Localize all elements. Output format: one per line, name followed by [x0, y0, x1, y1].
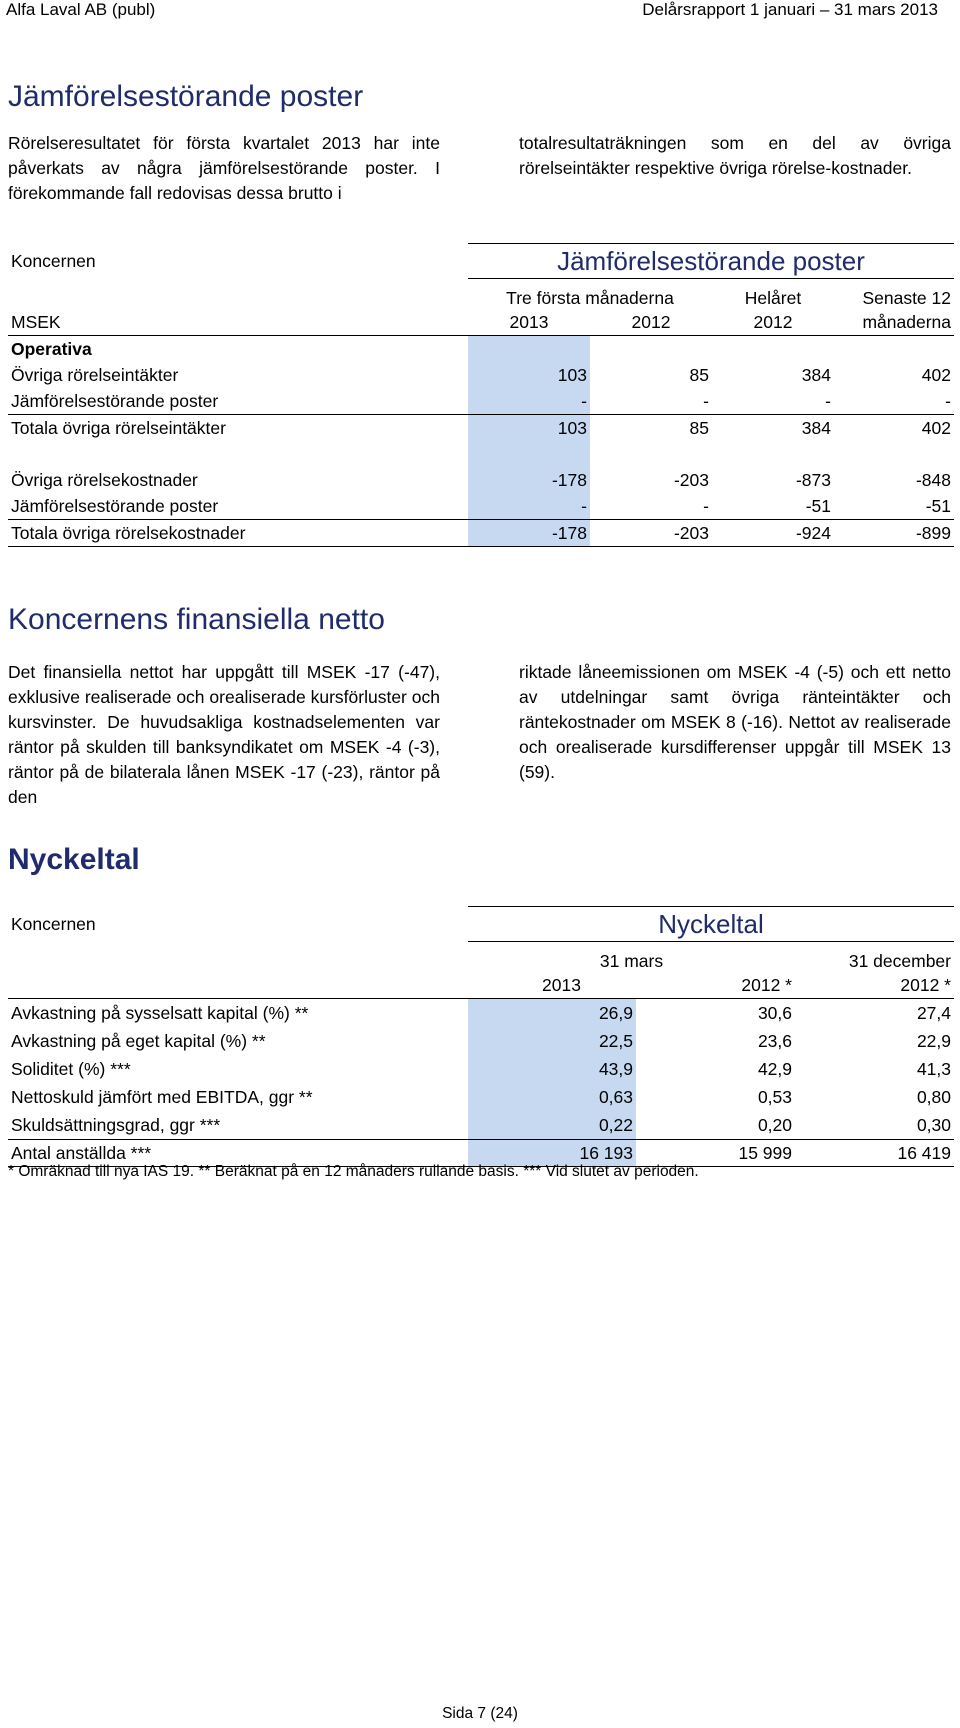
cell-value: -873	[795, 469, 831, 490]
cell-value: 384	[801, 364, 831, 385]
cell-value: -	[945, 390, 951, 411]
cell-value: 402	[921, 417, 951, 438]
cell-value: 0,53	[757, 1086, 792, 1107]
cell-value: 0,30	[916, 1114, 951, 1135]
cell-value: -848	[915, 469, 951, 490]
section-title-jamforelsestorande: Jämförelsestörande poster	[8, 80, 364, 113]
section2-paragraph-left: Det finansiella nettot har uppgått till MSEK -17 (-47), exklusive realiserade och orealiserade kursförluster och kursvinster. De huvudsakliga kostnadselementen var räntor på skulden till banksyndikatet om MSEK -4 (-3), räntor på de bilaterala lånen MSEK -17 (-23), räntor på den	[8, 662, 440, 807]
cell-value: 26,9	[468, 999, 636, 1028]
section2-column-left	[8, 660, 440, 810]
table1-year-col3: 2012	[753, 311, 793, 332]
table-row	[8, 415, 954, 442]
cell-value: -178	[468, 520, 590, 547]
cell-value: -899	[915, 522, 951, 543]
cell-value: 23,6	[757, 1030, 792, 1051]
row-label: Totala övriga rörelseintäkter	[11, 417, 226, 438]
table1-group-last-12: Senaste 12	[862, 288, 951, 308]
cell-value: -	[703, 390, 709, 411]
cell-value: 0,22	[468, 1111, 636, 1140]
table2-entity: Koncernen	[11, 913, 96, 934]
cell-value: 402	[921, 364, 951, 385]
table2-year-col1: 2013	[542, 974, 581, 995]
cell-value: 103	[468, 362, 590, 388]
table-row	[8, 1083, 954, 1111]
cell-value: 16 193	[468, 1140, 636, 1167]
cell-value: 27,4	[916, 1002, 951, 1023]
row-label: Övriga rörelsekostnader	[11, 469, 198, 490]
section1-column-right	[519, 131, 951, 181]
table1-title: Jämförelsestörande poster	[468, 244, 954, 279]
table-row	[8, 1111, 954, 1140]
table-jamforelsestorande-poster	[8, 243, 954, 547]
table2-title: Nyckeltal	[468, 907, 954, 942]
cell-value: 0,63	[468, 1083, 636, 1111]
cell-value: 41,3	[916, 1058, 951, 1079]
cell-value: 0,20	[757, 1114, 792, 1135]
table-row	[8, 493, 954, 520]
page-number: Sida 7 (24)	[442, 1705, 518, 1722]
table2-group-march: 31 mars	[599, 951, 664, 971]
header-report-title: Delårsrapport 1 januari – 31 mars 2013	[642, 0, 938, 19]
table1-unit: MSEK	[11, 311, 61, 332]
cell-value: 22,5	[468, 1027, 636, 1055]
row-label: Nettoskuld jämfört med EBITDA, ggr **	[11, 1086, 313, 1107]
cell-value: 85	[689, 417, 709, 438]
cell-value: -924	[795, 522, 831, 543]
header-company: Alfa Laval AB (publ)	[6, 0, 156, 19]
table-row	[8, 388, 954, 415]
table-row	[8, 467, 954, 493]
table-row	[8, 520, 954, 547]
cell-value: -203	[673, 469, 709, 490]
table1-section-label: Operativa	[11, 338, 92, 359]
table-row	[8, 1027, 954, 1055]
row-label: Övriga rörelseintäkter	[11, 364, 179, 385]
table-row	[8, 362, 954, 388]
table1-entity: Koncernen	[11, 250, 96, 271]
table1-group-first-months: Tre första månaderna	[506, 288, 674, 308]
cell-value: 43,9	[468, 1055, 636, 1083]
section1-paragraph-left: Rörelseresultatet för första kvartalet 2013 har inte påverkats av några jämförelsestörande poster. I förekommande fall redovisas dessa brutto i	[8, 133, 440, 203]
row-label: Jämförelsestörande poster	[11, 495, 219, 516]
row-label: Soliditet (%) ***	[11, 1058, 131, 1079]
section-title-finansiella-netto: Koncernens finansiella netto	[8, 603, 385, 636]
cell-value: 384	[801, 417, 831, 438]
table-row	[8, 999, 954, 1028]
cell-value: 15 999	[738, 1142, 792, 1163]
cell-value: 30,6	[757, 1002, 792, 1023]
cell-value: -	[703, 495, 709, 516]
table1-year-col2: 2012	[631, 311, 671, 332]
cell-value: -	[825, 390, 831, 411]
section1-column-left	[8, 131, 440, 206]
cell-value: 16 419	[897, 1142, 951, 1163]
row-label: Avkastning på eget kapital (%) **	[11, 1030, 266, 1051]
table2-year-col3: 2012 *	[900, 974, 951, 995]
cell-value: -	[468, 388, 590, 415]
row-label: Antal anställda ***	[11, 1142, 152, 1163]
section2-column-right	[519, 660, 951, 785]
cell-value: -203	[673, 522, 709, 543]
table1-group-full-year: Helåret	[744, 288, 802, 308]
cell-value: -	[468, 493, 590, 520]
cell-value: 85	[689, 364, 709, 385]
row-label: Skuldsättningsgrad, ggr ***	[11, 1114, 221, 1135]
section-title-nyckeltal: Nyckeltal	[8, 843, 140, 876]
cell-value: 22,9	[916, 1030, 951, 1051]
cell-value: -51	[925, 495, 951, 516]
table2-year-col2: 2012 *	[741, 974, 792, 995]
cell-value: -51	[805, 495, 831, 516]
section1-paragraph-right: totalresultaträkningen som en del av övriga rörelseintäkter respektive övriga rörelse-kostnader.	[519, 133, 951, 178]
row-label: Jämförelsestörande poster	[11, 390, 219, 411]
section2-paragraph-right: riktade låneemissionen om MSEK -4 (-5) och ett netto av utdelningar samt övriga ränteintäkter och räntekostnader om MSEK 8 (-16). Nettot av realiserade och orealiserade kursdifferenser uppgår till MSEK 13 (59).	[519, 662, 951, 782]
row-label: Totala övriga rörelsekostnader	[11, 522, 246, 543]
table2-group-december: 31 december	[848, 951, 951, 971]
table2-footnote: * Omräknad till nya IAS 19. ** Beräknat på en 12 månaders rullande basis. *** Vid slutet av perioden.	[8, 1163, 699, 1180]
table1-year-col4: månaderna	[862, 311, 951, 332]
table-row	[8, 1055, 954, 1083]
table1-year-col1: 2013	[509, 311, 549, 332]
cell-value: 103	[468, 415, 590, 442]
cell-value: 42,9	[757, 1058, 792, 1079]
cell-value: 0,80	[916, 1086, 951, 1107]
table-nyckeltal	[8, 906, 954, 1167]
row-label: Avkastning på sysselsatt kapital (%) **	[11, 1002, 309, 1023]
cell-value: -178	[468, 467, 590, 493]
